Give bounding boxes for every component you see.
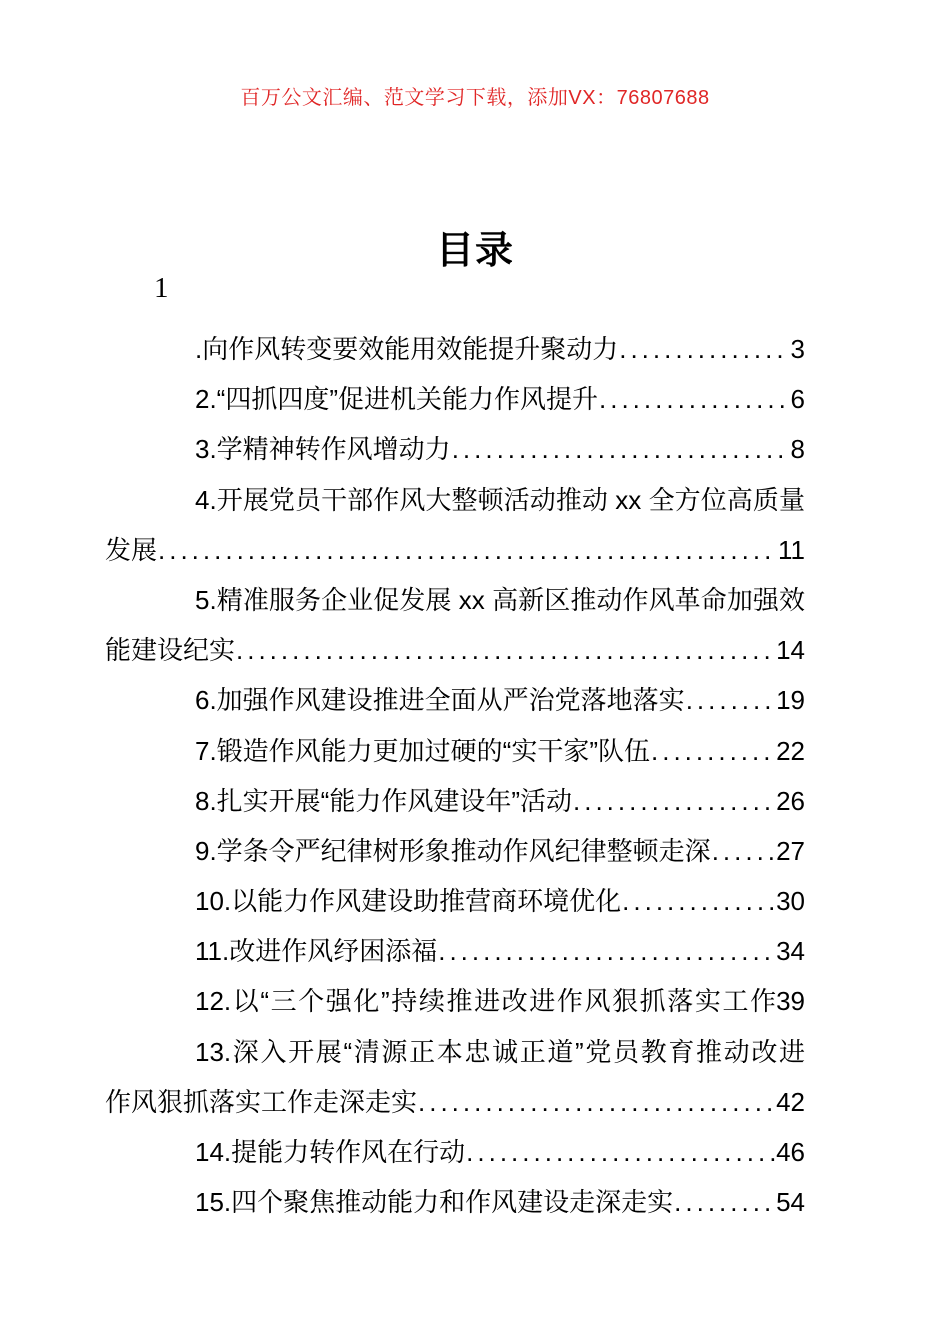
dot-leader (712, 826, 775, 876)
dot-leader (651, 726, 775, 776)
page-number: 14 (776, 635, 805, 666)
page-number: 3 (790, 334, 805, 364)
toc-line (105, 726, 805, 776)
dot-leader (599, 374, 790, 424)
toc-entry[interactable] (105, 976, 805, 1026)
toc-line (105, 625, 805, 675)
toc-entry-text: 11.改进作风纾困添福 (195, 936, 438, 967)
toc-title: 目录 (435, 230, 514, 272)
toc-entry-text: 6.加强作风建设推进全面从严治党落地落实 (195, 685, 685, 716)
toc-entry[interactable] (105, 1127, 805, 1177)
toc-line (105, 1077, 805, 1127)
toc-entry-text: 4.开展党员干部作风大整顿活动推动 xx 全方位高质量 (195, 484, 805, 515)
toc-entry[interactable] (105, 575, 805, 675)
dot-leader (466, 1127, 775, 1177)
toc-entry[interactable] (105, 324, 805, 374)
toc-entry-text: 12.以“三个强化”持续推进改进作风狠抓落实工作 (195, 986, 777, 1017)
toc-entry-text: 发展 (105, 534, 158, 565)
toc-entry-text: 10.以能力作风建设助推营商环境优化 (195, 886, 622, 917)
toc-line (105, 1027, 805, 1077)
toc-line (105, 876, 805, 926)
dot-leader (158, 525, 777, 575)
toc-line (105, 1127, 805, 1177)
page-number: 46 (776, 1137, 805, 1167)
dot-leader (619, 324, 789, 374)
toc-entry-text: 8.扎实开展“能力作风建设年”活动 (195, 785, 573, 816)
dot-leader (573, 776, 775, 826)
dot-leader (674, 1177, 775, 1227)
toc-line (105, 776, 805, 826)
page-number: 27 (776, 835, 805, 866)
toc-entry[interactable] (105, 374, 805, 424)
page-number: 42 (776, 1086, 805, 1117)
toc-entry[interactable] (105, 826, 805, 876)
toc-entry-text: 15.四个聚焦推动能力和作风建设走深走实 (195, 1187, 674, 1218)
toc-entry[interactable] (105, 675, 805, 725)
toc-entry[interactable] (105, 1027, 805, 1127)
toc-entry[interactable] (105, 776, 805, 826)
toc-entry-text: .向作风转变要效能用效能提升聚动力 (195, 334, 619, 364)
toc-line (105, 424, 805, 474)
page-number: 26 (776, 785, 805, 816)
dot-leader (686, 675, 775, 725)
dot-leader (418, 1077, 775, 1127)
toc-entry[interactable] (105, 424, 805, 474)
toc-entry[interactable] (105, 876, 805, 926)
dot-leader (452, 424, 790, 474)
toc-entry[interactable] (105, 726, 805, 776)
toc-line (105, 675, 805, 725)
page-number: 6 (790, 384, 805, 415)
toc-entry-text: 5.精准服务企业促发展 xx 高新区推动作风革命加强效 (195, 584, 805, 615)
toc-entry-text: 能建设纪实 (105, 635, 236, 666)
toc-entry-text: 9.学条令严纪律树形象推动作风纪律整顿走深 (195, 835, 711, 866)
page-number: 39 (776, 986, 805, 1017)
dot-leader (622, 876, 775, 926)
toc-line (105, 1177, 805, 1227)
toc-entry-text: 3.学精神转作风增动力 (195, 434, 451, 465)
page-number: 11 (778, 534, 805, 565)
toc-list-marker: 1 (154, 272, 169, 304)
toc-entry[interactable] (105, 926, 805, 976)
toc-entry[interactable] (105, 1177, 805, 1227)
page-number: 34 (776, 936, 805, 967)
page-number: 8 (790, 434, 805, 465)
dot-leader (438, 926, 775, 976)
toc-line (105, 374, 805, 424)
toc-line (105, 575, 805, 625)
promo-banner: 百万公文汇编、范文学习下载，添加VX：76807688 (240, 87, 710, 109)
page-number: 19 (776, 685, 805, 716)
dot-leader (236, 625, 775, 675)
toc-entry[interactable] (105, 475, 805, 575)
toc-line (105, 324, 805, 374)
toc-entry-text: 作风狠抓落实工作走深走实 (105, 1086, 418, 1117)
toc-line (105, 475, 805, 525)
page-number: 30 (776, 886, 805, 917)
toc-entry-text: 7.锻造作风能力更加过硬的“实干家”队伍 (195, 735, 651, 766)
toc-line (105, 976, 805, 1026)
page-number: 22 (776, 735, 805, 766)
page-number: 54 (776, 1187, 805, 1218)
toc-line (105, 926, 805, 976)
toc-line (105, 826, 805, 876)
toc-entry-text: 14.提能力转作风在行动 (195, 1137, 466, 1167)
toc-list (105, 324, 805, 1227)
toc-entry-text: 13.深入开展“清源正本忠诚正道”党员教育推动改进 (195, 1036, 805, 1067)
toc-line (105, 525, 805, 575)
toc-entry-text: 2.“四抓四度”促进机关能力作风提升 (195, 384, 599, 415)
